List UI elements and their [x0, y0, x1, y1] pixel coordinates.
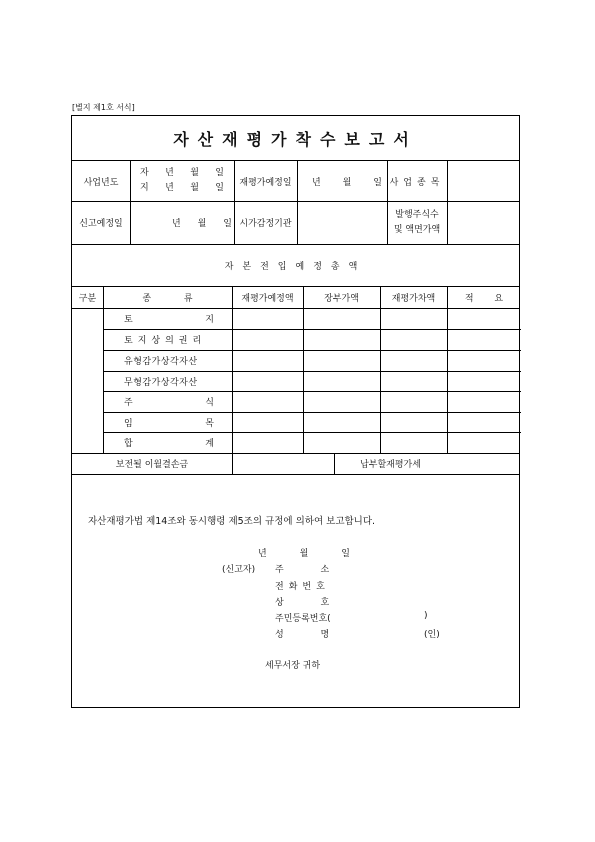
scheduled-date-value: 년 월 일 — [312, 177, 382, 188]
form-title: 자산재평가착수보고서 — [72, 116, 519, 161]
header-book-value: 장부가액 — [324, 293, 359, 304]
row-stocks: 주 식 — [124, 398, 214, 408]
resident-number-close: ) — [424, 611, 428, 621]
row-tangible-assets: 유형감가상각자산 — [124, 357, 198, 367]
declaration-text: 자산재평가법 제14조와 동시행령 제5조의 규정에 의하여 보고합니다. — [88, 516, 376, 527]
addressee: 세무서장 귀하 — [265, 661, 321, 671]
row-total: 합 계 — [124, 439, 214, 449]
appraiser-label: 시가감정기관 — [239, 219, 292, 229]
header-type: 종 류 — [142, 293, 193, 304]
carried-loss-label: 보전될 이월결손금 — [115, 460, 189, 470]
capital-transfer-total-label: 자본전입예정총액 — [224, 261, 367, 272]
header-category: 구분 — [78, 293, 97, 304]
revaluation-tax-label: 납부할재평가세 — [360, 460, 421, 470]
row-land-rights: 토지상의권리 — [124, 336, 207, 346]
address-label: 주 소 — [275, 565, 330, 575]
form-number-tag: [별지 제1호 서식] — [72, 103, 135, 112]
filing-date-value: 년 월 일 — [172, 219, 232, 229]
header-difference: 재평가차액 — [391, 293, 436, 304]
report-date: 년 월 일 — [258, 549, 350, 559]
report-form — [71, 115, 520, 708]
header-revaluation-amount: 재평가예정액 — [241, 293, 294, 304]
seal-mark: (인) — [424, 630, 440, 640]
resident-number-label: 주민등록번호( — [275, 614, 331, 624]
row-land: 토 지 — [124, 315, 214, 325]
phone-label: 전화번호 — [275, 582, 330, 592]
shares-label: 발행주식수 및 액면가액 — [393, 209, 441, 235]
row-intangible-assets: 무형감가상각자산 — [124, 377, 198, 388]
reporter-label: (신고자) — [222, 565, 256, 575]
business-year-period: 자 년 월 일 지 년 월 일 — [140, 168, 224, 193]
company-label: 상 호 — [275, 598, 330, 608]
header-remarks: 적 요 — [464, 293, 504, 304]
scheduled-date-label: 재평가예정일 — [239, 177, 292, 188]
row-timber: 임 목 — [124, 418, 214, 429]
filing-date-label: 신고예정일 — [79, 219, 123, 229]
name-label: 성 명 — [275, 630, 330, 640]
business-type-label: 사업종목 — [389, 177, 445, 188]
business-year-label: 사업년도 — [83, 177, 119, 188]
